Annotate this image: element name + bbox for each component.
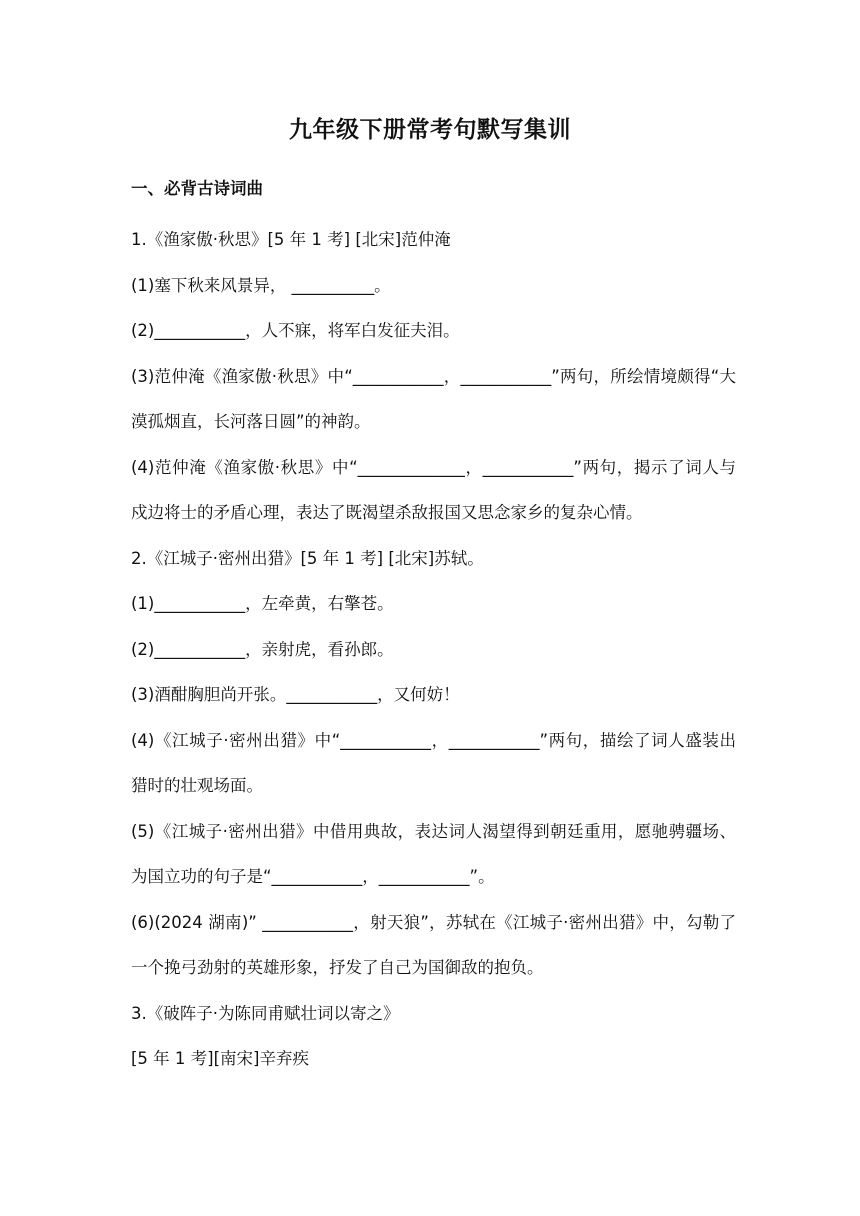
question-line: (1)___________，左牵黄，右擎苍。: [131, 594, 394, 613]
poem-meta-line: [5 年 1 考][南宋]辛弃疾: [131, 1049, 309, 1068]
question-line: (5)《江城子·密州出猎》中借用典故，表达词人渴望得到朝廷重用，愿驰骋疆场、为国立功的句子是“___________，___________”。: [131, 821, 736, 886]
document-title: 九年级下册常考句默写集训: [289, 117, 571, 143]
question-line: (4)范仲淹《渔家傲·秋思》中“_____________，___________”两句，揭示了词人与戍边将士的矛盾心理，表达了既渴望杀敌报国又思念家乡的复杂心情。: [131, 457, 736, 522]
question-line: (2)___________，人不寐，将军白发征夫泪。: [131, 321, 460, 340]
poem-heading-2: 2.《江城子·密州出猎》[5 年 1 考] [北宋]苏轼。: [131, 548, 484, 568]
section-heading: 一、必背古诗词曲: [131, 179, 263, 198]
document-body: [131, 217, 736, 1082]
question-line: (1)塞下秋来风景异， __________。: [131, 275, 391, 295]
question-line: (6)(2024 湖南)” ___________，射天狼”，苏轼在《江城子·密州出猎》中，勾勒了一个挽弓劲射的英雄形象，抒发了自己为国御敌的抱负。: [131, 912, 736, 977]
question-line: (3)范仲淹《渔家傲·秋思》中“___________，___________”两句，所绘情境颇得“大漠孤烟直，长河落日圆”的神韵。: [131, 366, 736, 431]
question-line: (3)酒酣胸胆尚开张。___________，又何妨！: [131, 685, 460, 704]
poem-heading-3: 3.《破阵子·为陈同甫赋壮词以寄之》: [131, 1003, 400, 1023]
question-line: (2)___________，亲射虎，看孙郎。: [131, 639, 394, 659]
poem-heading-1: 1.《渔家傲·秋思》[5 年 1 考] [北宋]范仲淹: [131, 230, 451, 249]
question-line: (4)《江城子·密州出猎》中“___________，___________”两句，描绘了词人盛装出猎时的壮观场面。: [131, 730, 736, 795]
